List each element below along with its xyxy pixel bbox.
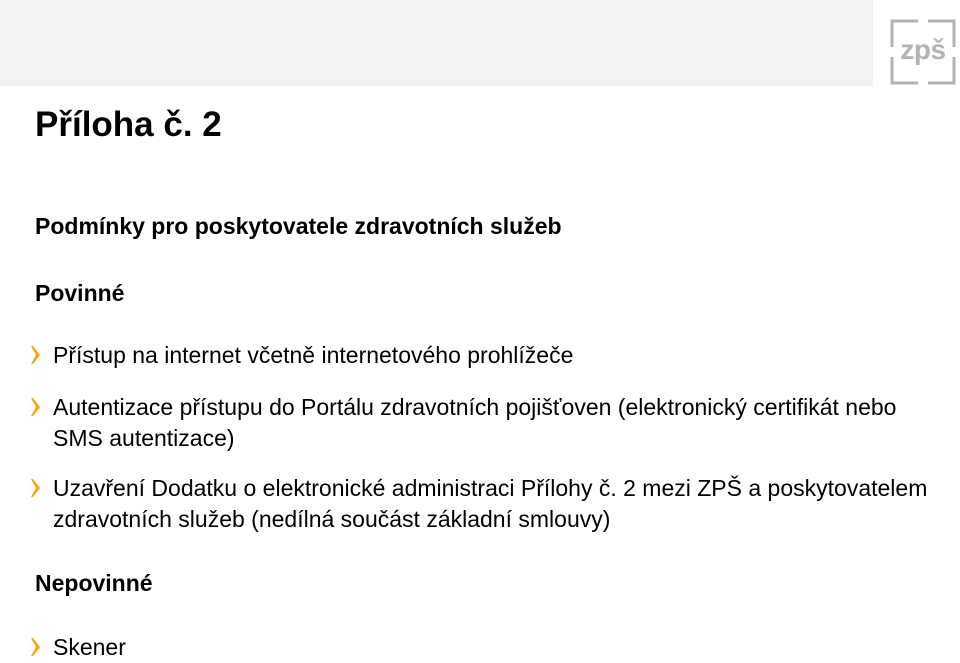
list-item-text: Přístup na internet včetně internetového prohlížeče — [53, 342, 574, 368]
top-bar — [0, 0, 873, 86]
zps-logo — [888, 17, 958, 87]
bullet-chevron-icon — [30, 638, 41, 656]
bullet-chevron-icon — [30, 346, 41, 364]
list-item-text: Uzavření Dodatku o elektronické administraci Přílohy č. 2 mezi ZPŠ a poskytovatelem zdravotních služeb (nedílná součást základní smlouvy) — [53, 475, 928, 532]
bullet-chevron-icon — [30, 398, 41, 416]
logo-text: zpš — [900, 34, 946, 65]
section-heading-optional: Nepovinné — [35, 570, 153, 596]
page-title: Příloha č. 2 — [35, 105, 222, 144]
bullet-chevron-icon — [30, 479, 41, 497]
list-item-text: Autentizace přístupu do Portálu zdravotních pojišťoven (elektronický certifikát nebo SMS autentizace) — [53, 394, 897, 451]
list-item-text: Skener — [53, 634, 126, 660]
section-heading-required: Povinné — [35, 280, 125, 306]
page-subtitle: Podmínky pro poskytovatele zdravotních služeb — [35, 213, 562, 239]
